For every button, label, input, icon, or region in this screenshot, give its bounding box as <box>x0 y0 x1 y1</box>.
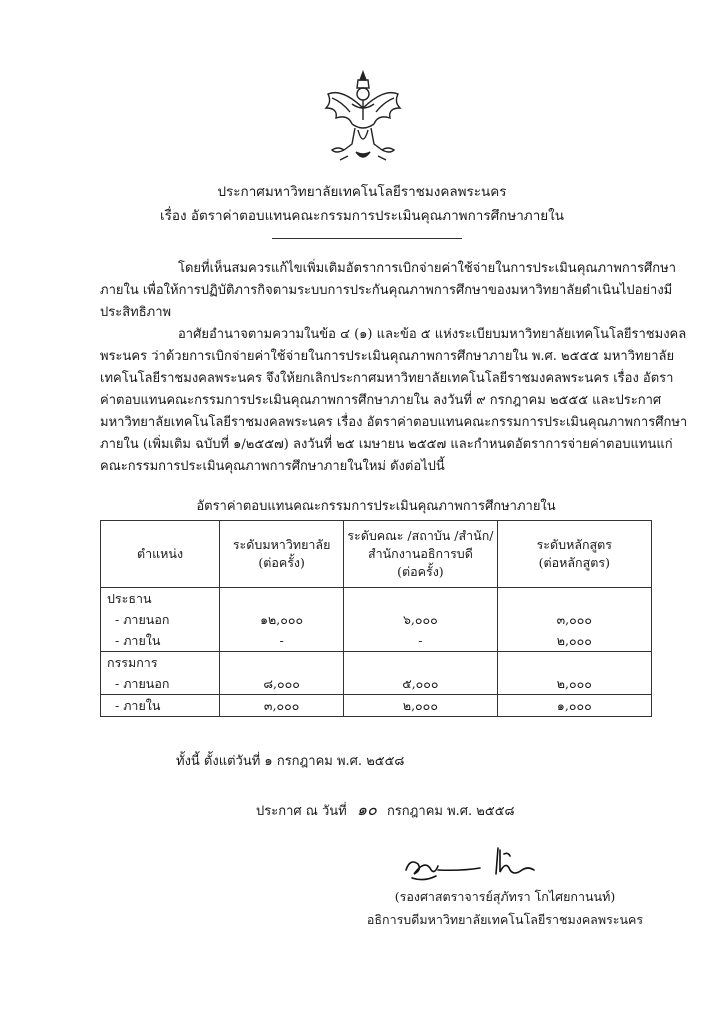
announce-prefix: ประกาศ ณ วันที่ <box>256 804 347 819</box>
cell-faculty: ๕,๐๐๐ <box>344 673 497 695</box>
group-title-committee: กรรมการ <box>101 652 220 674</box>
cell-university: ๓,๐๐๐ <box>220 695 344 717</box>
row-label: - ภายนอก <box>101 609 220 630</box>
cell-university: ๑๒,๐๐๐ <box>220 609 344 630</box>
header-position <box>101 521 220 588</box>
text-line: ภายใน (เพิ่มเติม ฉบับที่ ๑/๒๕๕๗) ลงวันที่ ๒๕ เมษายน ๒๕๕๗ และกำหนดอัตราการจ่ายค่าตอบแทนแก่ <box>100 437 673 452</box>
document-subject: เรื่อง อัตราค่าตอบแทนคณะกรรมการประเมินคุณภาพการศึกษาภายใน <box>159 208 565 224</box>
cell-program: ๒,๐๐๐ <box>497 630 651 652</box>
header-line: (ต่อครั้ง) <box>258 555 305 570</box>
text-line: พระนคร ว่าด้วยการเบิกจ่ายค่าใช้จ่ายในการประเมินคุณภาพการศึกษาภายใน พ.ศ. ๒๕๕๕ มหาวิทยาลัย <box>100 349 675 364</box>
cell-program: ๑,๐๐๐ <box>497 695 651 717</box>
text-line: เทคโนโลยีราชมงคลพระนคร จึงให้ยกเลิกประกาศมหาวิทยาลัยเทคโนโลยีราชมงคลพระนคร เรื่อง อัตรา <box>100 371 674 386</box>
paragraph-preamble <box>100 258 677 324</box>
signatory-position: อธิการบดีมหาวิทยาลัยเทคโนโลยีราชมงคลพระนคร <box>366 912 644 927</box>
table-header-row <box>101 521 652 588</box>
table-caption: อัตราค่าตอบแทนคณะกรรมการประเมินคุณภาพการศึกษาภายใน <box>196 499 556 514</box>
header-line: สำนักงานอธิการบดี <box>367 546 473 561</box>
group-title-chairman: ประธาน <box>101 588 220 610</box>
header-line: ระดับคณะ /สถาบัน /สำนัก/ <box>347 528 494 543</box>
handwritten-signature <box>400 840 540 888</box>
row-label: - ภายนอก <box>101 673 220 695</box>
header-faculty <box>344 521 497 588</box>
text-line: โดยที่เห็นสมควรแก้ไขเพิ่มเติมอัตราการเบิกจ่ายค่าใช้จ่ายในการประเมินคุณภาพการศึกษา <box>178 261 677 276</box>
text-line: ค่าตอบแทนคณะกรรมการประเมินคุณภาพการศึกษาภายใน ลงวันที่ ๙ กรกฎาคม ๒๕๕๕ และประกาศ <box>100 393 662 408</box>
cell-faculty: ๖,๐๐๐ <box>344 609 497 630</box>
header-program <box>497 521 651 588</box>
cell-faculty: ๒,๐๐๐ <box>344 695 497 717</box>
cell-faculty: - <box>344 630 497 652</box>
header-line: ตำแหน่ง <box>136 546 184 561</box>
header-line: ระดับหลักสูตร <box>536 537 613 552</box>
text-line: มหาวิทยาลัยเทคโนโลยีราชมงคลพระนคร เรื่อง อัตราค่าตอบแทนคณะกรรมการประเมินคุณภาพการศึกษา <box>100 415 688 430</box>
title-divider <box>272 238 462 239</box>
cell-program: ๓,๐๐๐ <box>497 609 651 630</box>
announce-day-handwritten: ๑๐ <box>356 800 377 819</box>
text-line: อาศัยอำนาจตามความในข้อ ๔ (๑) และข้อ ๕ แห่งระเบียบมหาวิทยาลัยเทคโนโลยีราชมงคล <box>178 327 687 342</box>
header-line: (ต่อหลักสูตร) <box>538 555 610 570</box>
table-row <box>101 630 652 652</box>
row-label: - ภายใน <box>101 695 220 717</box>
header-line: ระดับมหาวิทยาลัย <box>232 537 331 552</box>
announce-rest: กรกฎาคม พ.ศ. ๒๕๕๘ <box>386 804 515 819</box>
cell-university: ๘,๐๐๐ <box>220 673 344 695</box>
table-row <box>101 673 652 695</box>
cell-program: ๒,๐๐๐ <box>497 673 651 695</box>
announcement-date <box>256 798 515 823</box>
text-line: คณะกรรมการประเมินคุณภาพการศึกษาภายในใหม่ ดังต่อไปนี้ <box>100 459 445 474</box>
effective-date: ทั้งนี้ ตั้งแต่วันที่ ๑ กรกฎาคม พ.ศ. ๒๕๕๘ <box>176 754 405 769</box>
header-university <box>220 521 344 588</box>
text-line: ประสิทธิภาพ <box>100 305 172 320</box>
table-row <box>101 609 652 630</box>
rate-table <box>100 520 652 717</box>
table-row <box>101 695 652 717</box>
paragraph-authority <box>100 324 688 478</box>
row-label: - ภายใน <box>101 630 220 652</box>
document-title: ประกาศมหาวิทยาลัยเทคโนโลยีราชมงคลพระนคร <box>217 184 507 200</box>
signatory-name: (รองศาสตราจารย์สุภัทรา โกไศยกานนท์) <box>394 889 616 904</box>
garuda-emblem-icon <box>322 68 404 164</box>
cell-university: - <box>220 630 344 652</box>
text-line: ภายใน เพื่อให้การปฏิบัติภารกิจตามระบบการประกันคุณภาพการศึกษาของมหาวิทยาลัยดำเนินไปอย่างมี <box>100 283 673 298</box>
header-line: (ต่อครั้ง) <box>397 564 444 579</box>
table-group-row <box>101 588 652 610</box>
table-group-row <box>101 652 652 674</box>
